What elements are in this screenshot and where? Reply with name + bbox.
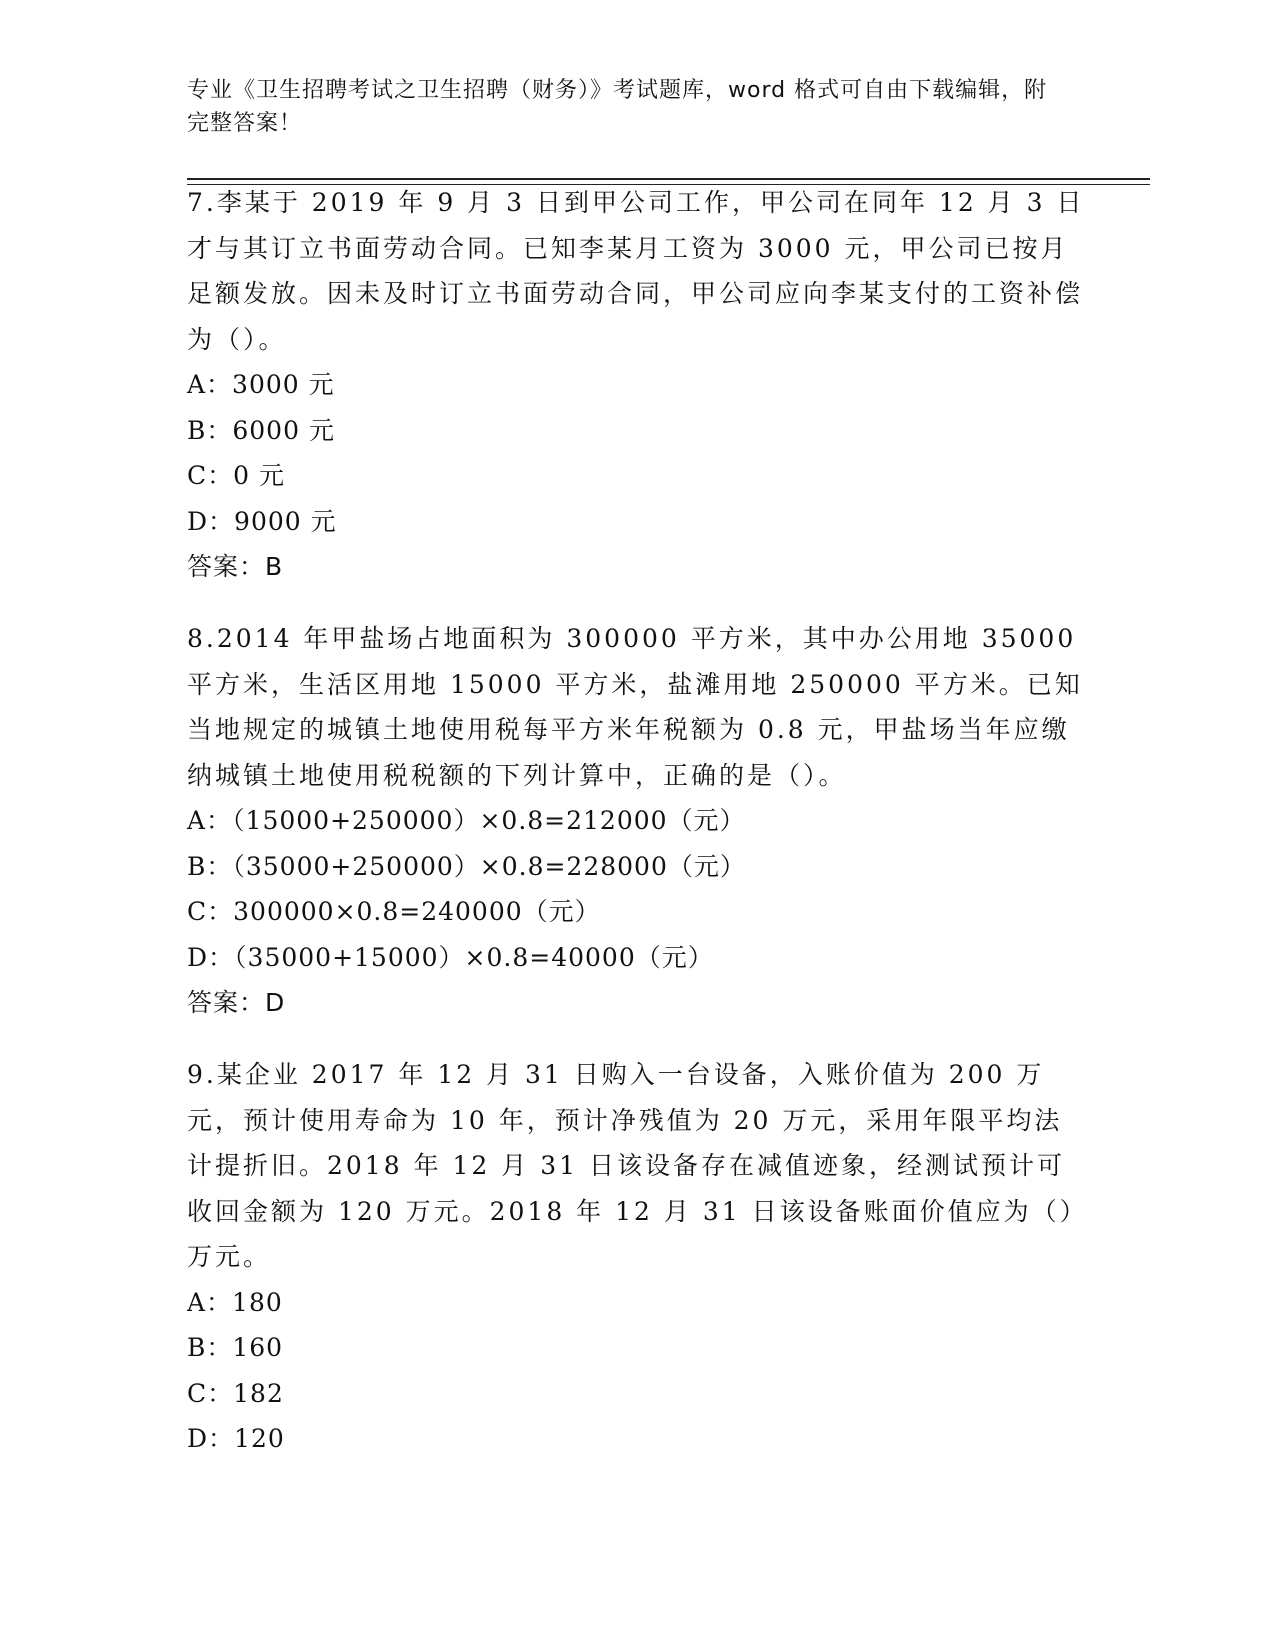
question-8 xyxy=(187,616,1087,1026)
option-c: C：300000×0.8=240000（元） xyxy=(187,897,601,926)
option-a: A：3000 元 xyxy=(187,370,335,399)
option-a: A：（15000+250000）×0.8=212000（元） xyxy=(187,806,746,835)
answer-label: 答案：B xyxy=(187,552,284,581)
option-b: B：160 xyxy=(187,1333,284,1362)
option-d: D：（35000+15000）×0.8=40000（元） xyxy=(187,942,714,972)
option-a: A：180 xyxy=(187,1287,283,1317)
question-text: 8.2014 年甲盐场占地面积为 300000 平方米，其中办公用地 35000 平方米，生活区用地 15000 平方米，盐滩用地 250000 平方米。已知当地规定的城镇土地使用税每平方米年税额为 0.8 元，甲盐场当年应缴纳城镇土地使用税税额的下列计算中，正确的是（）。 xyxy=(187,624,1083,790)
option-d: D：120 xyxy=(187,1424,285,1453)
option-b: B：（35000+250000）×0.8=228000（元） xyxy=(187,851,746,881)
question-text: 9.某企业 2017 年 12 月 31 日购入一台设备，入账价值为 200 万元，预计使用寿命为 10 年，预计净残值为 20 万元，采用年限平均法计提折旧。2018 年 12 月 31 日该设备存在减值迹象，经测试预计可收回金额为 120 万元。2018 年 12 月 31 日该设备账面价值应为（）万元。 xyxy=(187,1060,1076,1271)
question-text: 7.李某于 2019 年 9 月 3 日到甲公司工作，甲公司在同年 12 月 3 日才与其订立书面劳动合同。已知李某月工资为 3000 元，甲公司已按月足额发放。因未及时订立书面劳动合同，甲公司应向李某支付的工资补偿为（）。 xyxy=(187,188,1085,354)
option-c: C：182 xyxy=(187,1378,284,1408)
document-header: 专业《卫生招聘考试之卫生招聘（财务）》考试题库，word 格式可自由下载编辑，附完整答案！ xyxy=(187,78,1048,136)
option-d: D：9000 元 xyxy=(187,506,337,536)
question-7 xyxy=(187,180,1087,590)
option-b: B：6000 元 xyxy=(187,415,335,445)
question-9 xyxy=(187,1052,1087,1462)
answer-label: 答案：D xyxy=(187,988,286,1017)
option-c: C：0 元 xyxy=(187,461,285,490)
